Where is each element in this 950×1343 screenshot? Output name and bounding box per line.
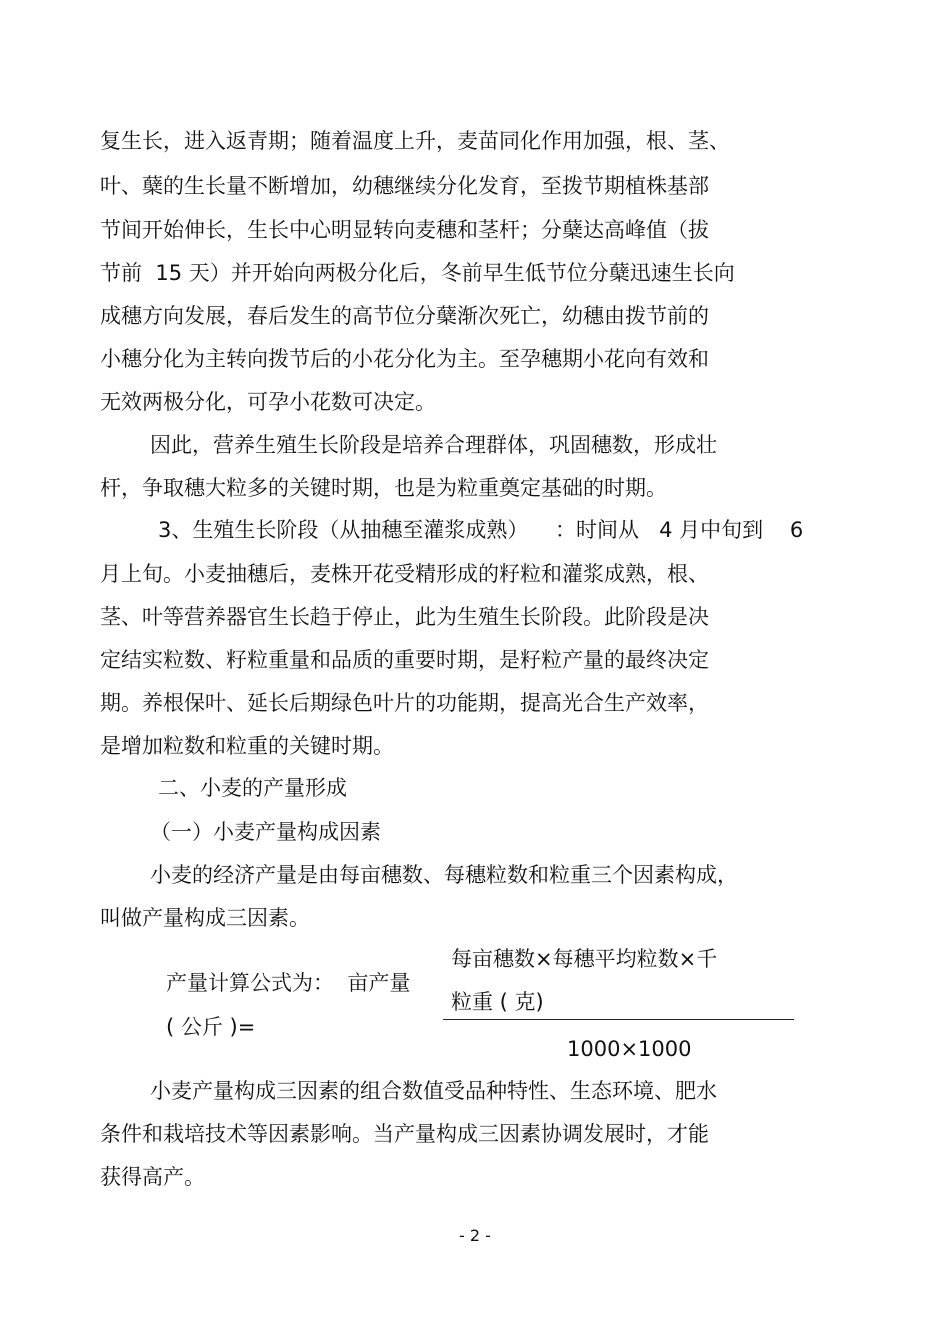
formula-label: 产量计算公式为： 亩产量 <box>166 971 411 995</box>
body-text-line: 月上旬。小麦抽穗后，麦株开花受精形成的籽粒和灌浆成熟，根、 <box>100 562 709 586</box>
body-text-line: 杆，争取穗大粒多的关键时期，也是为粒重奠定基础的时期。 <box>100 476 667 500</box>
paragraph-line: 因此，营养生殖生长阶段是培养合理群体，巩固穗数，形成壮 <box>150 433 717 457</box>
body-text-line: 叶、蘖的生长量不断增加，幼穗继续分化发育，至拨节期植株基部 <box>100 174 709 198</box>
section-heading: 二、小麦的产量形成 <box>158 776 347 800</box>
body-text-line: 获得高产。 <box>100 1165 205 1189</box>
body-text-line: 叫做产量构成三因素。 <box>100 906 310 930</box>
body-text-line: 条件和栽培技术等因素影响。当产量构成三因素协调发展时，才能 <box>100 1122 709 1146</box>
page-number: - 2 - <box>459 1226 491 1245</box>
subsection-heading: （一）小麦产量构成因素 <box>150 820 381 844</box>
body-text-line: 节间开始伸长，生长中心明显转向麦穗和茎杆；分蘖达高峰值（拔 <box>100 218 709 242</box>
section-heading-3: 3、生殖生长阶段（从抽穗至灌浆成熟） ：时间从 4 月中旬到 6 <box>158 518 804 542</box>
body-text-line: 小穗分化为主转向拨节后的小花分化为主。至孕穗期小花向有效和 <box>100 347 709 371</box>
body-text-line: 期。养根保叶、延长后期绿色叶片的功能期，提高光合生产效率， <box>100 691 709 715</box>
body-text-line: 定结实粒数、籽粒重量和品质的重要时期，是籽粒产量的最终决定 <box>100 648 709 672</box>
paragraph-line: 小麦的经济产量是由每亩穗数、每穗粒数和粒重三个因素构成， <box>150 863 738 887</box>
formula-numerator-line2: 粒重 ( 克) <box>451 990 544 1014</box>
body-text-line: 节前 15 天）并开始向两极分化后，冬前早生低节位分蘖迅速生长向 <box>100 261 735 285</box>
body-text-line: 是增加粒数和粒重的关键时期。 <box>100 734 394 758</box>
formula-denominator: 1000×1000 <box>567 1037 692 1061</box>
body-text-line: 无效两极分化，可孕小花数可决定。 <box>100 390 436 414</box>
formula-numerator-line1: 每亩穗数×每穗平均粒数×千 <box>451 947 718 971</box>
fraction-bar <box>443 1019 794 1020</box>
paragraph-line: 小麦产量构成三因素的组合数值受品种特性、生态环境、肥水 <box>150 1079 717 1103</box>
body-text-line: 复生长，进入返青期；随着温度上升，麦苗同化作用加强，根、茎、 <box>100 129 730 153</box>
body-text-line: 茎、叶等营养器官生长趋于停止，此为生殖生长阶段。此阶段是决 <box>100 605 709 629</box>
formula-unit: ( 公斤 )= <box>166 1015 256 1039</box>
body-text-line: 成穗方向发展，春后发生的高节位分蘖渐次死亡，幼穗由拨节前的 <box>100 304 709 328</box>
